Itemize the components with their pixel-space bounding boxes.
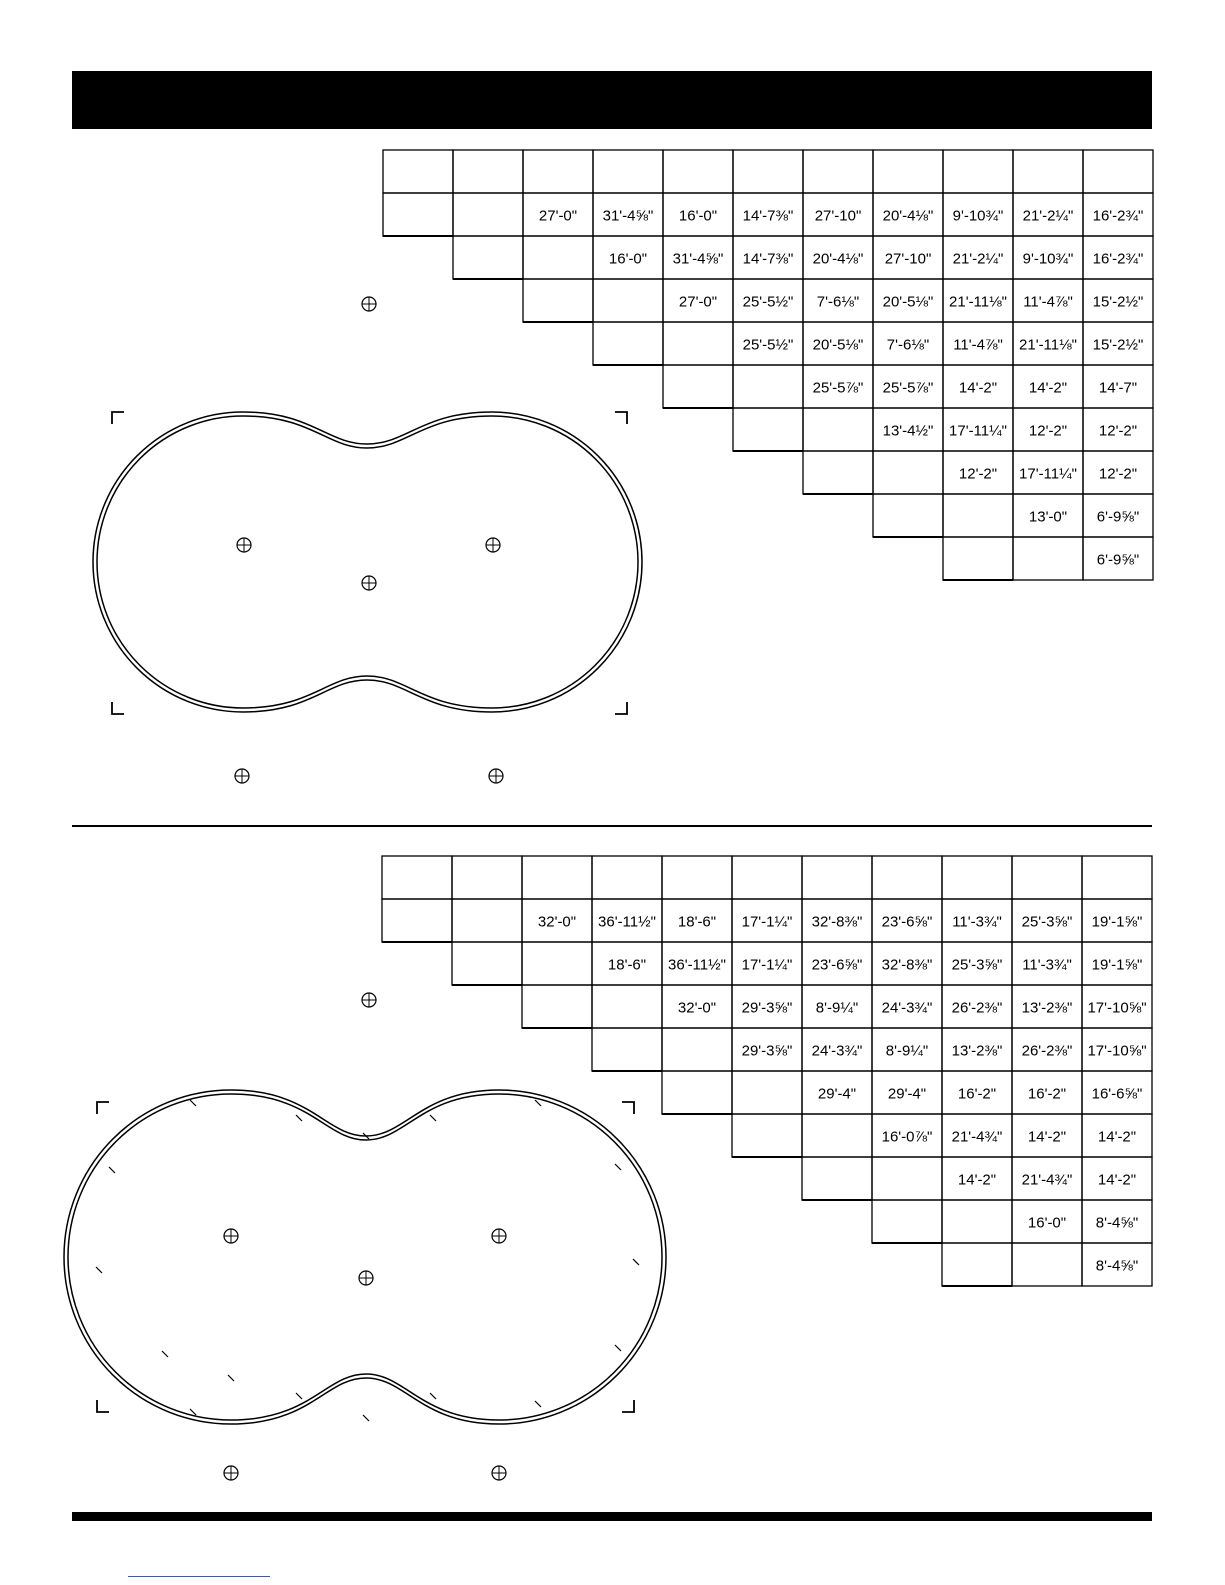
table-value: 11'-4⅞" — [953, 336, 1003, 354]
table-value: 14'-2" — [958, 379, 998, 397]
table-cell — [382, 899, 452, 942]
table-value: 12'-2" — [1028, 422, 1068, 440]
table-value: 16'-0" — [1027, 1214, 1067, 1232]
table-value: 19'-1⅝" — [1091, 956, 1143, 974]
table-value: 27'-10" — [884, 250, 932, 268]
table-value: 8'-4⅝" — [1095, 1214, 1139, 1232]
table-value: 21'-4¾" — [951, 1128, 1003, 1146]
table-value: 25'-5⅞" — [882, 379, 934, 397]
table-value: 18'-6" — [607, 956, 647, 974]
table-value: 16'-0" — [608, 250, 648, 268]
table-value: 8'-9¼" — [885, 1042, 929, 1060]
table-value: 17'-10⅝" — [1087, 999, 1147, 1017]
table-value: 17'-1¼" — [741, 913, 793, 931]
table-value: 17'-11¼" — [949, 422, 1007, 440]
table-value: 31'-4⅝" — [602, 207, 654, 225]
table-value: 25'-5⅞" — [812, 379, 864, 397]
table-value: 29'-4" — [887, 1085, 927, 1103]
table-value: 16'-2¾" — [1092, 207, 1144, 225]
table-value: 17'-1¼" — [741, 956, 793, 974]
table-value: 36'-11½" — [668, 956, 726, 974]
table-value: 16'-2¾" — [1092, 250, 1144, 268]
table-cell — [942, 1200, 1012, 1243]
table-header-cell — [942, 856, 1012, 899]
table-cell — [452, 899, 522, 942]
table-cell — [802, 1114, 872, 1157]
table-header-cell — [1082, 856, 1152, 899]
table-value: 11'-4⅞" — [1023, 293, 1073, 311]
table-value: 27'-10" — [814, 207, 862, 225]
table-value: 26'-2⅜" — [951, 999, 1003, 1017]
table-value: 26'-2⅜" — [1021, 1042, 1073, 1060]
table-cell — [872, 1157, 942, 1200]
table-value: 12'-2" — [1098, 422, 1138, 440]
table-value: 29'-3⅝" — [741, 999, 793, 1017]
table-value: 13'-2⅜" — [951, 1042, 1003, 1060]
table-value: 14'-7" — [1098, 379, 1138, 397]
table-value: 14'-2" — [957, 1171, 997, 1189]
table-value: 36'-11½" — [598, 913, 656, 931]
table-cell — [1012, 1243, 1082, 1286]
table-value: 14'-2" — [1028, 379, 1068, 397]
table-value: 27'-0" — [538, 207, 578, 225]
table-value: 6'-9⅝" — [1096, 508, 1140, 526]
table-value: 14'-7⅜" — [742, 207, 794, 225]
table-value: 23'-6⅝" — [811, 956, 863, 974]
table-value: 15'-2½" — [1092, 293, 1144, 311]
table-header-cell — [1012, 856, 1082, 899]
table-value: 25'-3⅝" — [1021, 913, 1073, 931]
table-value: 32'-0" — [537, 913, 577, 931]
table-value: 7'-6⅛" — [886, 336, 930, 354]
table-cell — [522, 942, 592, 985]
table-value: 9'-10¾" — [1022, 250, 1074, 268]
table-value: 16'-0⅞" — [881, 1128, 933, 1146]
table-value: 18'-6" — [677, 913, 717, 931]
table-cell — [592, 985, 662, 1028]
table-cell — [732, 1071, 802, 1114]
table-value: 16'-2" — [1027, 1085, 1067, 1103]
table-value: 32'-8⅜" — [881, 956, 933, 974]
table-value: 7'-6⅛" — [816, 293, 860, 311]
table-value: 29'-4" — [817, 1085, 857, 1103]
table-value: 27'-0" — [678, 293, 718, 311]
table-value: 21'-11⅛" — [1019, 336, 1077, 354]
table-value: 16'-0" — [678, 207, 718, 225]
table-cell — [522, 985, 592, 1028]
table-value: 9'-10¾" — [952, 207, 1004, 225]
table-header-cell — [872, 856, 942, 899]
table-value: 25'-3⅝" — [951, 956, 1003, 974]
table-value: 13'-4½" — [882, 422, 934, 440]
table-value: 11'-3¾" — [1022, 956, 1072, 974]
table-value: 24'-3¾" — [881, 999, 933, 1017]
table-value: 25'-5½" — [742, 336, 794, 354]
table-value: 8'-4⅝" — [1095, 1257, 1139, 1275]
table-cell — [592, 1028, 662, 1071]
table-value: 20'-5⅛" — [812, 336, 864, 354]
table-value: 32'-8⅜" — [811, 913, 863, 931]
table-header-cell — [662, 856, 732, 899]
table-cell — [942, 1243, 1012, 1286]
table-header-cell — [732, 856, 802, 899]
table-cell — [662, 1071, 732, 1114]
table-value: 8'-9¼" — [815, 999, 859, 1017]
table-value: 16'-2" — [957, 1085, 997, 1103]
table-value: 21'-4¾" — [1021, 1171, 1073, 1189]
table-value: 16'-6⅝" — [1091, 1085, 1143, 1103]
table-value: 25'-5½" — [742, 293, 794, 311]
table-value: 17'-11¼" — [1019, 465, 1077, 483]
table-value: 29'-3⅝" — [741, 1042, 793, 1060]
table-value: 20'-4⅛" — [812, 250, 864, 268]
table-value: 11'-3¾" — [952, 913, 1002, 931]
table-cell — [732, 1114, 802, 1157]
table-header-cell — [522, 856, 592, 899]
table-value: 19'-1⅝" — [1091, 913, 1143, 931]
table-value: 13'-0" — [1028, 508, 1068, 526]
table-value: 21'-11⅛" — [949, 293, 1007, 311]
table-header-cell — [592, 856, 662, 899]
table-value: 31'-4⅝" — [672, 250, 724, 268]
table-value: 17'-10⅝" — [1087, 1042, 1147, 1060]
table-value: 13'-2⅜" — [1021, 999, 1073, 1017]
table-header-cell — [452, 856, 522, 899]
table-value: 12'-2" — [958, 465, 998, 483]
table-value: 6'-9⅝" — [1096, 551, 1140, 569]
table-value: 21'-2¼" — [1022, 207, 1074, 225]
table-cell — [872, 1200, 942, 1243]
table-value: 24'-3¾" — [811, 1042, 863, 1060]
table-value: 21'-2¼" — [952, 250, 1004, 268]
table-header-cell — [382, 856, 452, 899]
table-cell — [662, 1028, 732, 1071]
table-header-cell — [802, 856, 872, 899]
table-value: 20'-4⅛" — [882, 207, 934, 225]
table-cell — [452, 942, 522, 985]
table-value: 14'-7⅜" — [742, 250, 794, 268]
table-cell — [802, 1157, 872, 1200]
table-value: 15'-2½" — [1092, 336, 1144, 354]
table-value: 14'-2" — [1027, 1128, 1067, 1146]
table-value: 23'-6⅝" — [881, 913, 933, 931]
table-value: 12'-2" — [1098, 465, 1138, 483]
table-value: 14'-2" — [1097, 1171, 1137, 1189]
table-value: 32'-0" — [677, 999, 717, 1017]
table-value: 14'-2" — [1097, 1128, 1137, 1146]
table-value: 20'-5⅛" — [882, 293, 934, 311]
